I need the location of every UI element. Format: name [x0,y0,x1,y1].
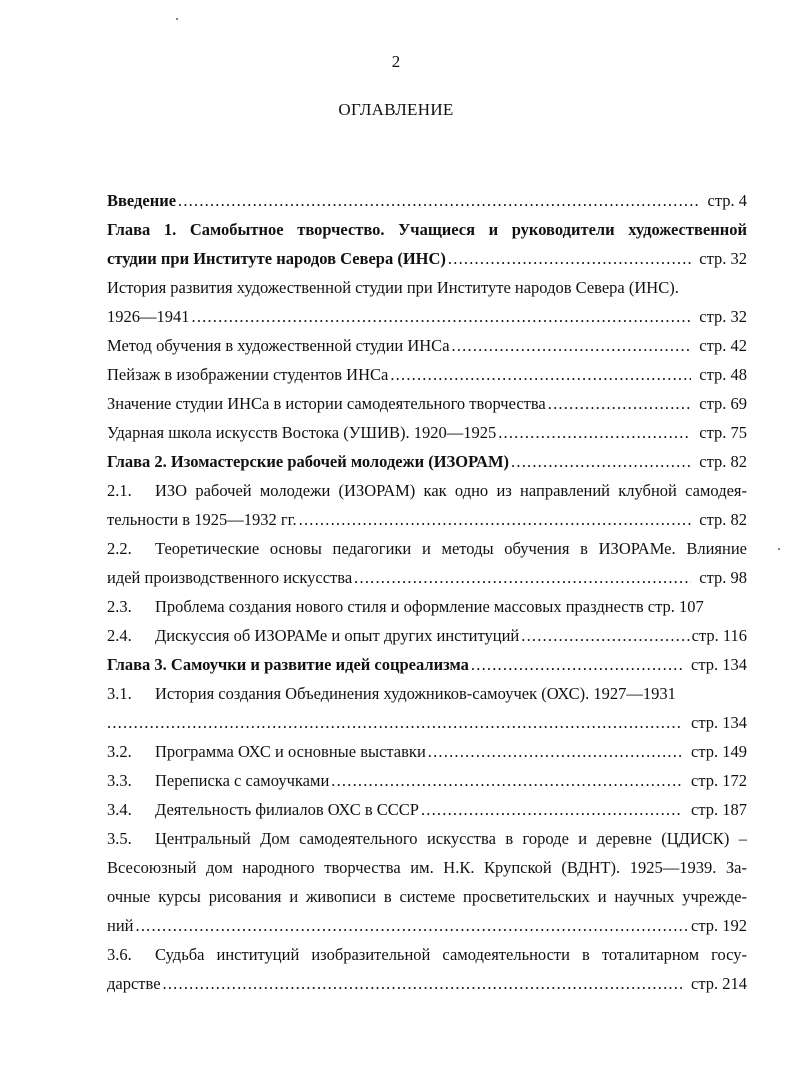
toc-chapter-3[interactable]: Глава 3. Самоучки и развитие идей соцреализма ..... стр. 134 [107,650,747,679]
toc-section-3-6-line2[interactable]: дарстве ..... стр. 214 [107,969,747,998]
toc-section-3-1-line2[interactable]: ..... стр. 134 [107,708,747,737]
toc-section-2-1-line2[interactable]: тельности в 1925—1932 гг. ..... стр. 82 [107,505,747,534]
toc-section-3-1-line1[interactable]: 3.1. История создания Объединения художников-самоучек (ОХС). 1927––1931 [107,684,676,703]
scan-speck [176,18,178,20]
toc-section-method[interactable]: Метод обучения в художественной студии ИНСа ..... стр. 42 [107,331,747,360]
toc-chapter-2[interactable]: Глава 2. Изомастерские рабочей молодежи (ИЗОРАМ) ..... стр. 82 [107,447,747,476]
toc-section-2-3[interactable]: 2.3. Проблема создания нового стиля и оформление массовых празднеств стр. 107 [107,597,704,616]
toc-section-3-5-line2[interactable]: Всесоюзный дом народного творчества им. Н.К. Крупской (ВДНТ). 1925—1939. За- [107,858,747,877]
toc-section-2-2-line2[interactable]: идей производственного искусства ..... стр. 98 [107,563,747,592]
toc-entry-intro[interactable]: Введение ..... стр. 4 [107,186,747,215]
table-of-contents [107,186,747,998]
toc-section-ushiv[interactable]: Ударная школа искусств Востока (УШИВ). 1920—1925 ..... стр. 75 [107,418,747,447]
toc-section-landscape[interactable]: Пейзаж в изображении студентов ИНСа ..... стр. 48 [107,360,747,389]
toc-section-3-5-line4[interactable]: ний ..... стр. 192 [107,911,747,940]
toc-section-2-4[interactable]: 2.4. Дискуссия об ИЗОРАМе и опыт других институций ..... стр. 116 [107,621,747,650]
toc-section-3-3[interactable]: 3.3. Переписка с самоучками ..... стр. 172 [107,766,747,795]
toc-section-2-1-line1[interactable]: 2.1. ИЗО рабочей молодежи (ИЗОРАМ) как одно из направлений клубной самодея- [107,481,747,500]
toc-chapter-1-line2[interactable]: студии при Институте народов Севера (ИНС) ..... стр. 32 [107,244,747,273]
toc-chapter-1-line1[interactable]: Глава 1. Самобытное творчество. Учащиеся и руководители художественной [107,220,747,239]
toc-section-line[interactable]: 1926—1941 ..... стр. 32 [107,302,747,331]
toc-title: ОГЛАВЛЕНИЕ [338,100,454,119]
toc-section-3-5-line1[interactable]: 3.5. Центральный Дом самодеятельного искусства в городе и деревне (ЦДИСК) – [107,829,747,848]
toc-section-3-6-line1[interactable]: 3.6. Судьба институций изобразительной самодеятельности в тоталитарном госу- [107,945,747,964]
toc-section-line[interactable]: История развития художественной студии при Институте народов Севера (ИНС). [107,278,679,297]
toc-section-3-2[interactable]: 3.2. Программа ОХС и основные выставки ..... стр. 149 [107,737,747,766]
toc-section-3-4[interactable]: 3.4. Деятельность филиалов ОХС в СССР ..... стр. 187 [107,795,747,824]
toc-section-significance[interactable]: Значение студии ИНСа в истории самодеятельного творчества ..... стр. 69 [107,389,747,418]
toc-section-3-5-line3[interactable]: очные курсы рисования и живописи в системе просветительских и научных учрежде- [107,887,747,906]
scan-speck [778,548,780,550]
toc-section-2-2-line1[interactable]: 2.2. Теоретические основы педагогики и методы обучения в ИЗОРАМе. Влияние [107,539,747,558]
page-number: 2 [391,52,401,71]
